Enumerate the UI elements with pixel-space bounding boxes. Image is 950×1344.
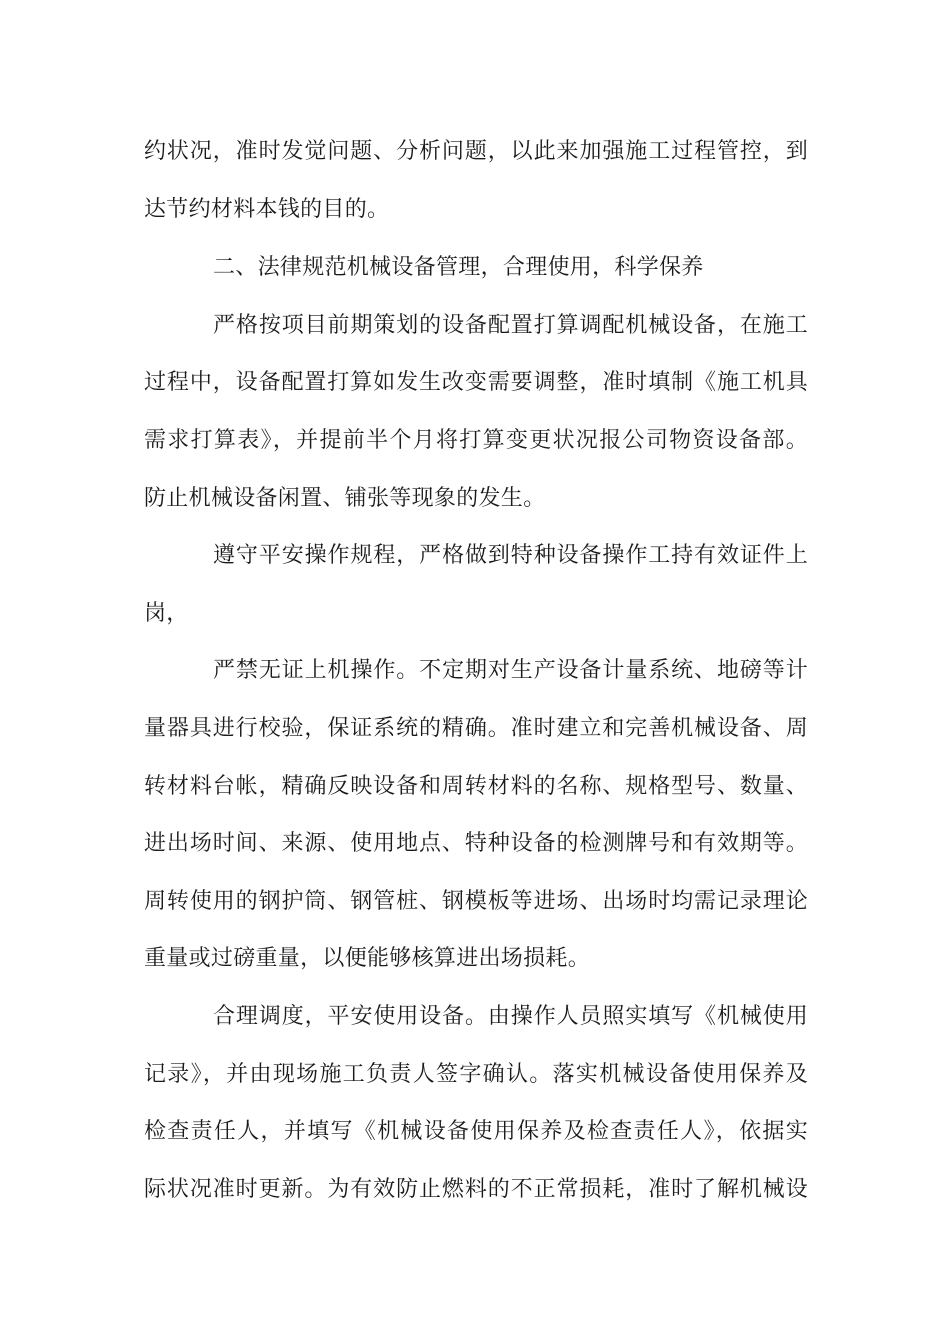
section-heading: 二、法律规范机械设备管理，合理使用，科学保养	[213, 255, 704, 280]
text-line: 记录》，并由现场施工负责人签字确认。落实机械设备使用保养及	[144, 1062, 808, 1087]
text-line: 需求打算表》，并提前半个月将打算变更状况报公司物资设备部。	[144, 428, 808, 453]
text-line: 严禁无证上机操作。不定期对生产设备计量系统、地磅等计	[213, 658, 808, 683]
text-line: 周转使用的钢护筒、钢管桩、钢模板等进场、出场时均需记录理论	[144, 889, 808, 914]
text-line: 量器具进行校验，保证系统的精确。准时建立和完善机械设备、周	[144, 716, 808, 741]
text-line: 进出场时间、来源、使用地点、特种设备的检测牌号和有效期等。	[144, 831, 808, 856]
text-line: 达节约材料本钱的目的。	[144, 197, 390, 222]
text-line: 遵守平安操作规程，严格做到特种设备操作工持有效证件上	[213, 543, 808, 568]
text-line: 过程中，设备配置打算如发生改变需要调整，准时填制《施工机具	[144, 370, 808, 395]
text-line: 防止机械设备闲置、铺张等现象的发生。	[144, 486, 546, 511]
text-line: 合理调度，平安使用设备。由操作人员照实填写《机械使用	[213, 1004, 808, 1029]
text-line: 约状况，准时发觉问题、分析问题，以此来加强施工过程管控，到	[144, 139, 808, 164]
text-line: 严格按项目前期策划的设备配置打算调配机械设备，在施工	[213, 313, 808, 338]
text-line: 重量或过磅重量，以便能够核算进出场损耗。	[144, 946, 591, 971]
text-line: 检查责任人，并填写《机械设备使用保养及检查责任人》，依据实	[144, 1119, 808, 1144]
text-line: 转材料台帐，精确反映设备和周转材料的名称、规格型号、数量、	[144, 774, 808, 799]
text-line: 岗，	[144, 601, 189, 626]
text-line: 际状况准时更新。为有效防止燃料的不正常损耗，准时了解机械设	[144, 1177, 808, 1202]
